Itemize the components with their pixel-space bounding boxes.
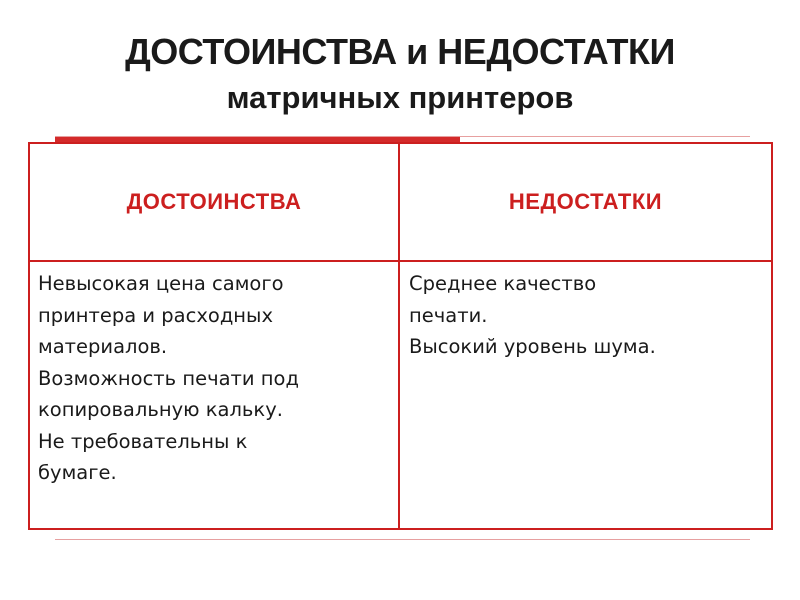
comparison-table <box>28 142 773 530</box>
advantage-line: Не требовательны к <box>38 429 248 453</box>
advantage-line: Невысокая цена самого <box>38 272 284 295</box>
decorative-line-bottom <box>55 539 750 540</box>
advantage-line: принтера и расходных <box>38 303 273 327</box>
header-advantages: ДОСТОИНСТВА <box>126 189 302 214</box>
disadvantage-line: Высокий уровень шума. <box>409 335 656 358</box>
disadvantage-line: Среднее качество <box>409 272 597 295</box>
advantage-line: материалов. <box>38 335 168 358</box>
advantage-line: Возможность печати под <box>38 366 299 390</box>
header-cell-disadvantages <box>400 144 771 262</box>
advantage-line: бумаге. <box>38 461 117 484</box>
advantage-line: копировальную кальку. <box>38 398 283 421</box>
slide-title <box>0 30 800 118</box>
disadvantage-line: печати. <box>409 303 488 327</box>
advantages-cell <box>30 262 400 528</box>
title-subtitle: матричных принтеров <box>226 80 574 115</box>
header-disadvantages: НЕДОСТАТКИ <box>508 189 663 214</box>
title-main: ДОСТОИНСТВА и НЕДОСТАТКИ <box>125 31 675 72</box>
header-cell-advantages <box>30 144 400 262</box>
disadvantages-cell <box>400 262 771 528</box>
